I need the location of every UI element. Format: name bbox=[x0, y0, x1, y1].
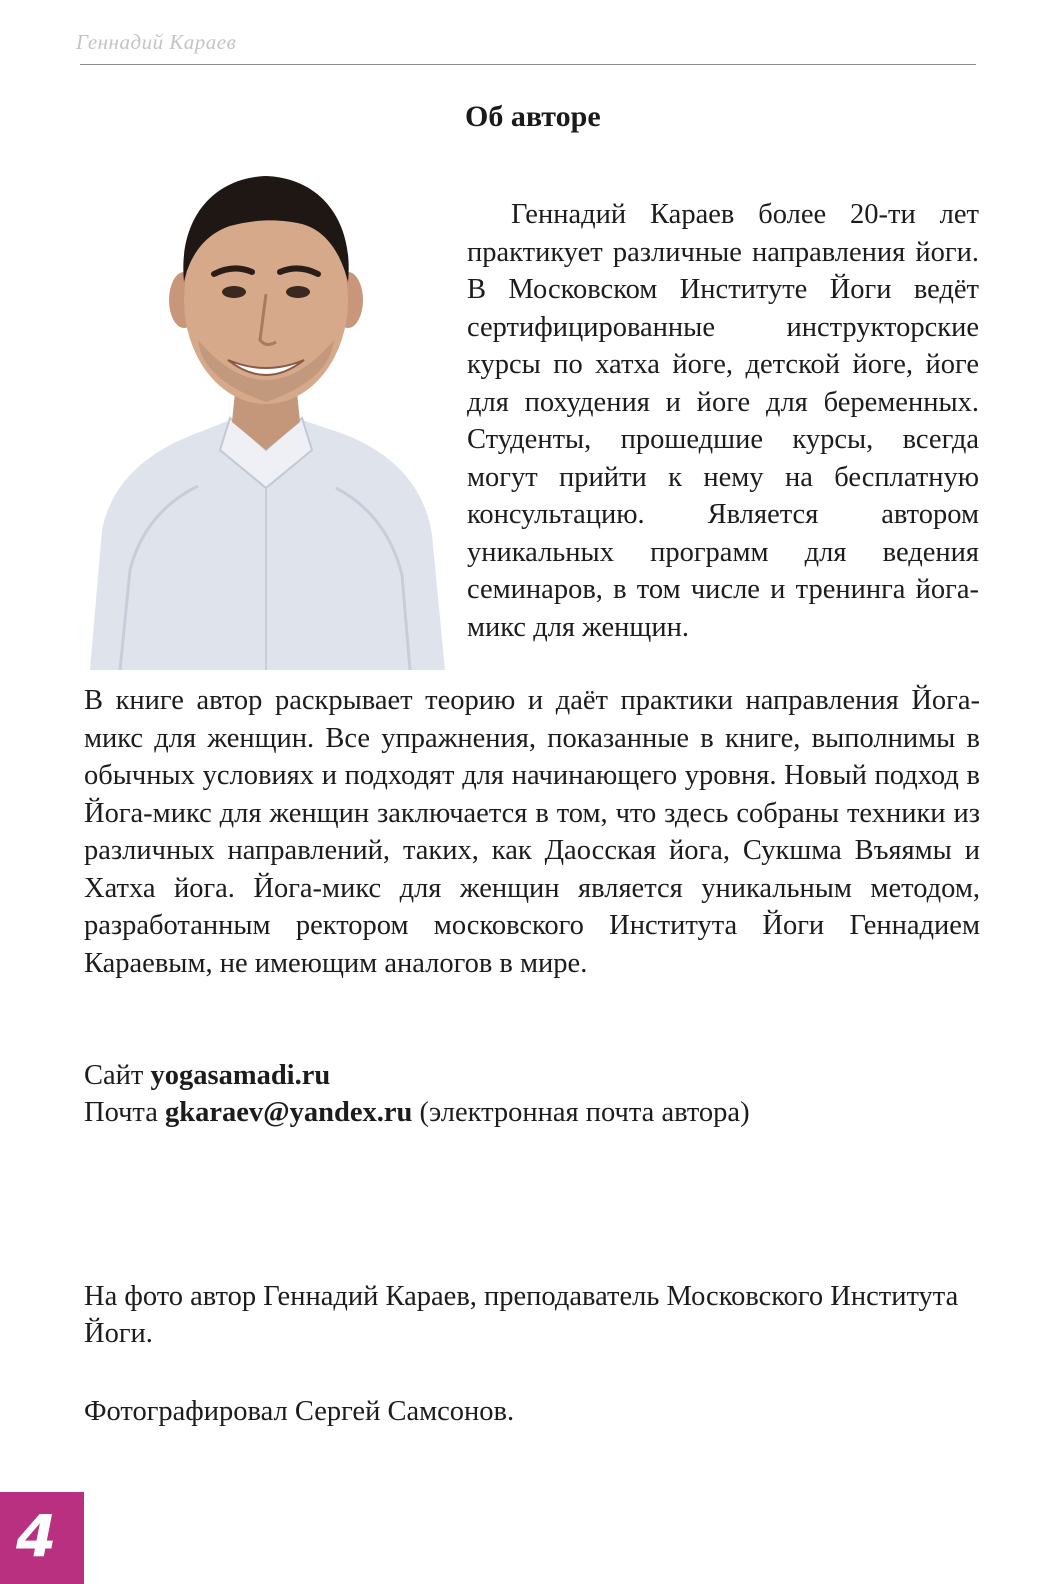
author-bio: Геннадий Караев более 20-ти лет практикует различные направления йоги. В Московском Институте Йоги ведёт сертифицированные инструкторские курсы по хатха йоге, детской йоге, йоге для похудения и йоге для беременных. Студенты, прошедшие курсы, всегда могут прийти к нему на бесплатную консультацию. Является автором уникальных программ для ведения семинаров, в том числе и тренинга йога-микс для женщин. bbox=[467, 199, 979, 643]
photo-caption: На фото автор Геннадий Караев, преподаватель Московского Института Йоги. bbox=[84, 1281, 959, 1349]
book-intro: В книге автор раскрывает теорию и даёт практики направления Йога-микс для женщин. Все упражнения, показанные в книге, выполнимы в обычных условиях и подходят для начинающего уровня. Новый подход в Йога-микс для женщин заключается в том, что здесь собраны техники из различных направлений, таких, как Даосская йога, Сукшма Въяямы и Хатха йога. Йога-микс для женщин является уникальным методом, разработанным ректором московского Института Йоги Геннадием Караевым, не имеющим аналогов в мире. bbox=[84, 685, 980, 979]
author-photo bbox=[80, 150, 452, 670]
photo-credit: Фотографировал Сергей Самсонов. bbox=[84, 1396, 515, 1427]
mail-label: Почта bbox=[84, 1097, 158, 1128]
contacts-block bbox=[84, 1057, 750, 1131]
mail-line bbox=[84, 1094, 750, 1131]
site-line bbox=[84, 1057, 750, 1094]
mail-note: (электронная почта автора) bbox=[419, 1097, 750, 1128]
author-portrait-icon bbox=[80, 150, 452, 670]
section-title: Об авторе bbox=[465, 100, 601, 133]
page-number: 4 bbox=[16, 1502, 57, 1570]
header-rule bbox=[80, 64, 976, 65]
site-link[interactable]: yogasamadi.ru bbox=[150, 1060, 331, 1091]
mail-link[interactable]: gkaraev@yandex.ru bbox=[165, 1097, 413, 1128]
running-head: Геннадий Караев bbox=[76, 30, 237, 54]
site-label: Сайт bbox=[84, 1060, 144, 1091]
